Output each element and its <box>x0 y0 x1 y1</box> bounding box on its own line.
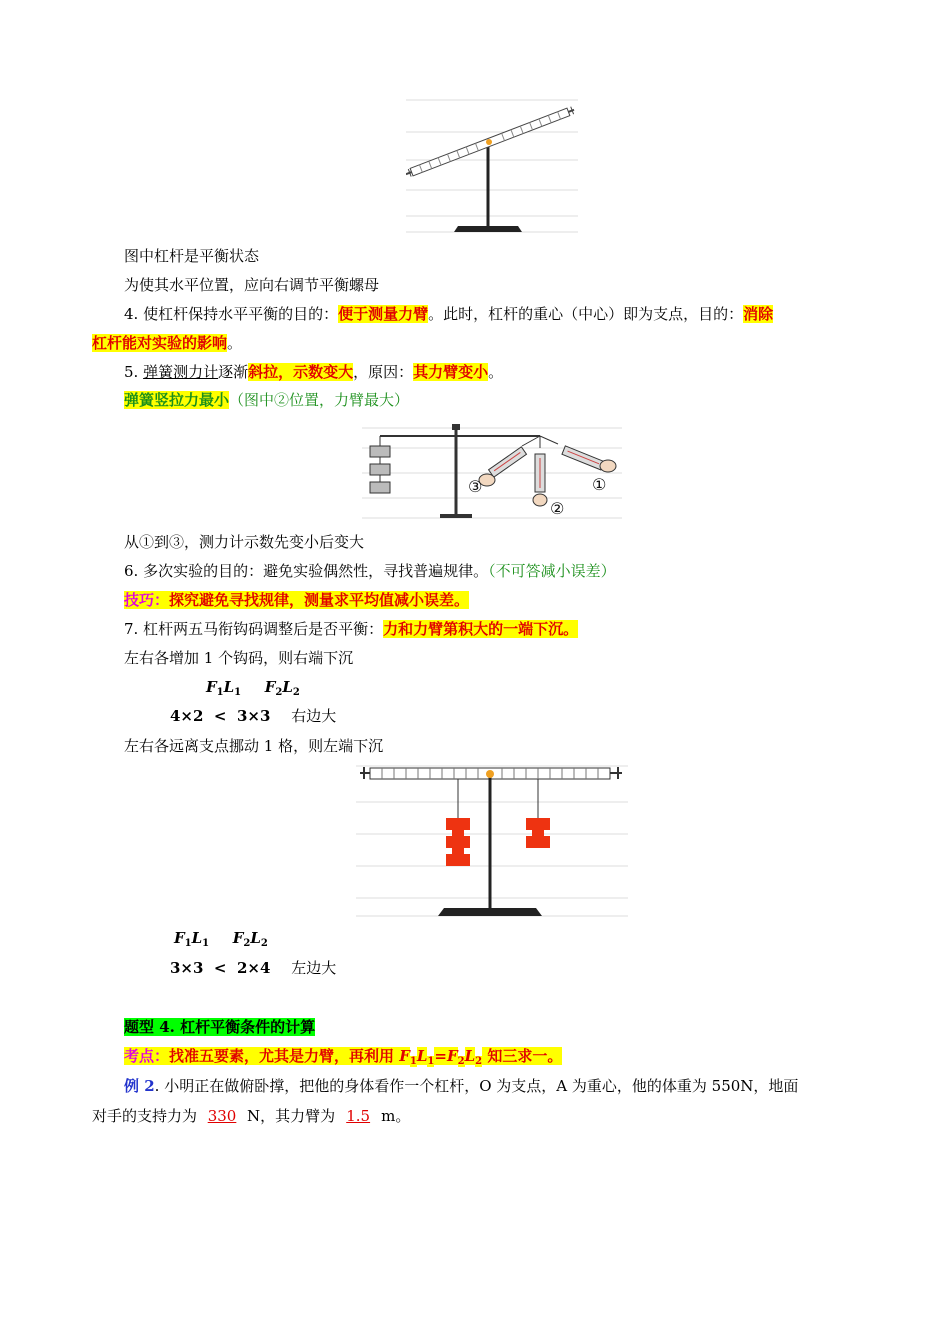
section-heading: 题型 4. 杠杆平衡条件的计算 <box>124 1018 316 1036</box>
balanced-lever-figure <box>356 762 628 918</box>
formula-line: $F_1L_1$ $F_2L_2$ <box>206 678 300 698</box>
text-line: 弹簧竖拉力最小（图中②位置，力臂最大） <box>124 391 410 409</box>
equation-line: 4×2 < 3×3 右边大 <box>170 707 337 725</box>
position-label-2: ② <box>550 499 565 518</box>
text-line: 技巧：探究避免寻找规律，测量求平均值减小误差。 <box>124 591 470 609</box>
text-line: 杠杆能对实验的影响。 <box>92 334 243 352</box>
text-line: 7. 杠杆两五马衔钩码调整后是否平衡：力和力臂第积大的一端下沉。 <box>124 620 579 638</box>
text-line: 为使其水平位置，应向右调节平衡螺母 <box>124 276 380 294</box>
text-line: 4. 使杠杆保持水平平衡的目的：便于测量力臂。此时，杠杆的重心（中心）即为支点，目的：消除 <box>124 305 774 323</box>
text-line: 左右各增加 1 个钩码，则右端下沉 <box>124 649 354 667</box>
position-label-3: ③ <box>468 477 483 496</box>
text-line: 5. 弹簧测力计逐渐斜拉，示数变大，原因：其力臂变小。 <box>124 363 504 381</box>
equation-line: 3×3 < 2×4 左边大 <box>170 959 337 977</box>
text-line: 例 2. 小明正在做俯卧撑，把他的身体看作一个杠杆，O 为支点，A 为重心，他的体重为 550N，地面 <box>124 1077 799 1095</box>
formula-line: $F_1L_1$ $F_2L_2$ <box>174 929 268 949</box>
text-line: 左右各远离支点挪动 1 格，则左端下沉 <box>124 737 384 755</box>
position-label-1: ① <box>592 475 607 494</box>
text-line: 图中杠杆是平衡状态 <box>124 247 260 265</box>
answer-blank-2: 1.5 <box>346 1107 371 1125</box>
answer-blank-1: 330 <box>207 1107 237 1125</box>
text-line: 从①到③，测力计示数先变小后变大 <box>124 533 365 551</box>
spring-scale-figure <box>362 418 622 522</box>
text-line: 6. 多次实验的目的：避免实验偶然性，寻找普遍规律。（不可答减小误差） <box>124 562 616 580</box>
text-line: 对手的支持力为 330 N，其力臂为 1.5 m。 <box>92 1107 411 1125</box>
text-line: 考点：找准五要素，尤其是力臂，再利用 $F_1L_1=F_2L_2$ 知三求一。 <box>124 1047 563 1067</box>
tilted-lever-figure <box>406 98 578 236</box>
